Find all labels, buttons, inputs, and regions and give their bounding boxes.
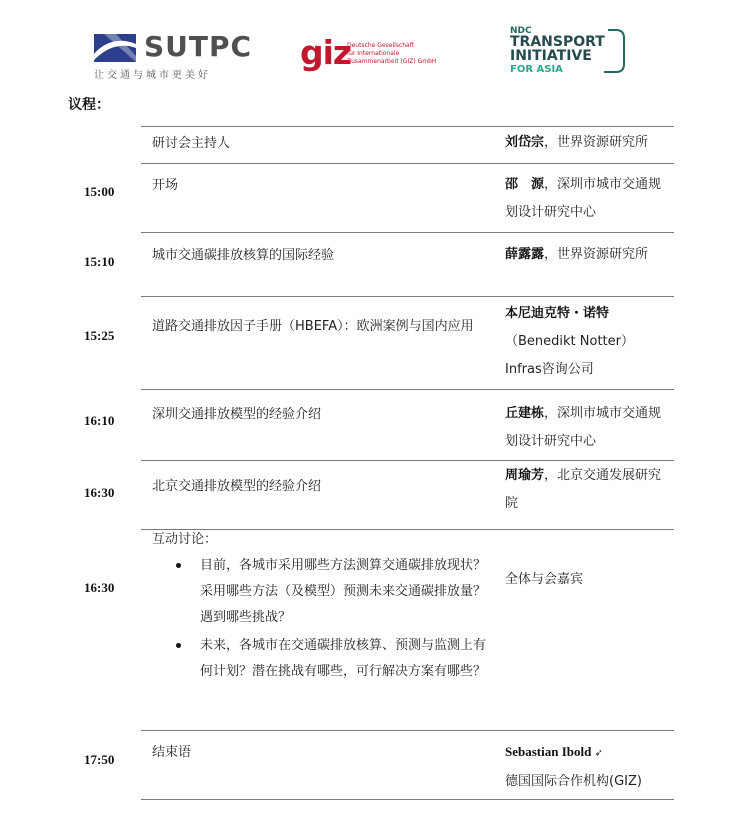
sutpc-name: SUTPC bbox=[144, 30, 253, 63]
agenda-speaker bbox=[505, 400, 670, 456]
giz-line: Deutsche Gesellschaft bbox=[347, 42, 415, 49]
agenda-topic: 城市交通碳排放核算的国际经验 bbox=[152, 248, 335, 263]
discussion-bullet: 目前，各城市采用哪些方法测算交通碳排放现状？采用哪些方法（及模型）预测未来交通碳排放量？遇到哪些挑战？ bbox=[152, 553, 497, 631]
row-divider bbox=[141, 389, 674, 390]
sutpc-tagline: 让交通与城市更美好 bbox=[94, 70, 211, 81]
pen-mark-icon: ➶ bbox=[591, 748, 603, 759]
row-divider bbox=[141, 126, 674, 127]
agenda-speaker bbox=[505, 738, 670, 796]
row-divider bbox=[141, 296, 674, 297]
speaker-name: Sebastian Ibold bbox=[505, 744, 592, 759]
agenda-topic: 道路交通排放因子手册（HBEFA）：欧洲案例与国内应用 bbox=[152, 319, 474, 334]
discussion-bullets bbox=[152, 553, 497, 685]
agenda-topic-block bbox=[152, 529, 497, 685]
giz-line: Zusammenarbeit (GIZ) GmbH bbox=[347, 58, 437, 65]
agenda-topic: 研讨会主持人 bbox=[152, 136, 231, 151]
agenda-speaker bbox=[505, 171, 670, 227]
ndc-line: INITIATIVE bbox=[510, 48, 592, 64]
giz-text bbox=[347, 42, 436, 66]
agenda-topic: 互动讨论： bbox=[152, 532, 218, 547]
giz-logo bbox=[300, 34, 450, 84]
row-divider bbox=[141, 730, 674, 731]
agenda-time: 17:50 bbox=[84, 752, 115, 767]
agenda-time: 16:30 bbox=[84, 580, 115, 595]
agenda-topic: 开场 bbox=[152, 178, 179, 193]
agenda-speaker bbox=[505, 566, 670, 594]
speaker-affiliation: ，深圳市城市交通规划设计研究中心 bbox=[505, 406, 662, 449]
giz-line: für Internationale bbox=[347, 50, 400, 57]
speaker-name: 刘岱宗 bbox=[505, 135, 545, 150]
logo-bar bbox=[0, 0, 752, 90]
agenda-speaker bbox=[505, 129, 670, 157]
speaker-name: 薛露露 bbox=[505, 247, 545, 262]
agenda-time: 16:30 bbox=[84, 485, 115, 500]
agenda-heading: 议程： bbox=[68, 97, 110, 113]
speaker-name: 本尼迪克特・诺特 bbox=[505, 306, 610, 321]
agenda-speaker bbox=[505, 300, 670, 384]
speaker-affiliation: 德国国际合作机构(GIZ) bbox=[505, 774, 642, 789]
row-divider bbox=[141, 460, 674, 461]
agenda-speaker bbox=[505, 462, 670, 518]
sutpc-mark-icon bbox=[94, 34, 136, 62]
speaker-affiliation: （Benedikt Notter）Infras咨询公司 bbox=[505, 334, 634, 377]
speaker-affiliation: ，世界资源研究所 bbox=[544, 135, 649, 150]
agenda-time: 15:10 bbox=[84, 254, 115, 269]
speaker-name: 丘建栋 bbox=[505, 406, 545, 421]
agenda-time: 15:00 bbox=[84, 184, 115, 199]
speaker-affiliation: ，世界资源研究所 bbox=[544, 247, 649, 262]
speaker-affiliation: ，深圳市城市交通规划设计研究中心 bbox=[505, 177, 662, 220]
row-divider bbox=[141, 799, 674, 800]
giz-mark: giz bbox=[300, 33, 352, 72]
speaker-name: 邵 源 bbox=[505, 177, 545, 192]
speaker-name: 周瑜芳 bbox=[505, 468, 545, 483]
agenda-topic: 深圳交通排放模型的经验介绍 bbox=[152, 407, 322, 422]
agenda-topic: 北京交通排放模型的经验介绍 bbox=[152, 479, 322, 494]
discussion-bullet: 未来，各城市在交通碳排放核算、预测与监测上有何计划？潜在挑战有哪些，可行解决方案有哪些？ bbox=[152, 633, 497, 685]
agenda-time: 16:10 bbox=[84, 413, 115, 428]
agenda-topic: 结束语 bbox=[152, 745, 192, 760]
speaker-affiliation: ，北京交通发展研究院 bbox=[505, 468, 662, 511]
ndc-line: FOR ASIA bbox=[510, 64, 563, 75]
row-divider bbox=[141, 163, 674, 164]
ndc-line: NDC bbox=[510, 26, 532, 36]
sutpc-logo bbox=[94, 28, 254, 83]
ndc-line: TRANSPORT bbox=[510, 34, 605, 50]
agenda-time: 15:25 bbox=[84, 328, 115, 343]
speaker-affiliation: 全体与会嘉宾 bbox=[505, 572, 584, 587]
ndc-logo bbox=[508, 26, 628, 76]
agenda-speaker bbox=[505, 241, 670, 269]
row-divider bbox=[141, 232, 674, 233]
